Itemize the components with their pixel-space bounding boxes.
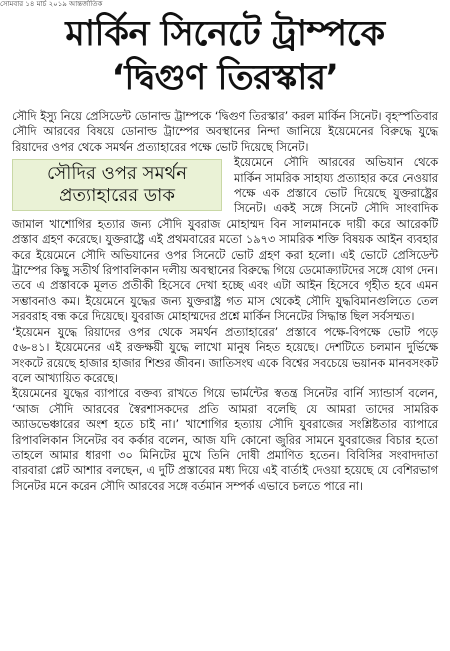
paragraph-4: ইয়েমেনের যুদ্ধের ব্যাপারে বক্তব্য রাখতে গিয়ে ভার্মন্টের স্বতন্ত্র সিনেটর বার্নি স্যান্ডার্স বলেন, ‘আজ সৌদি আরবের স্বৈরশাসকদের প্রতি আমরা বলেছি যে আমরা তাদের সামরিক অ্যাডভেঞ্চারের অংশ হতে চাই না।’ খাশোগির হত্যায় সৌদি যুবরাজের সংশ্লিষ্টতার ব্যাপারে রিপাবলিকান সিনেটর বব কর্কার বলেন, আজ যদি কোনো জুরির সামনে যুবরাজের বিচার হতো তাহলে আমার ধারণা ৩০ মিনিটের মুখে তিনি দোষী প্রমাণিত হতেন। বিবিসির সংবাদদাতা বারবারা প্লেট আশার বলছেন, এ দুটি প্রস্তাবের মধ্য দিয়ে এই বার্তাই দেওয়া হয়েছে যে বেশিরভাগ সিনেটর মনে করেন সৌদি আরবের সঙ্গে বর্তমান সম্পর্ক এভাবে চলতে পারে না। bbox=[12, 387, 438, 493]
pull-quote-line-2: প্রত্যাহারের ডাক bbox=[59, 185, 175, 207]
paragraph-2: ইয়েমেনে সৌদি আরবের অভিযান থেকে মার্কিন সামরিক সাহায্য প্রত্যাহার করে নেওয়ার পক্ষে এক প্রস্তাবে ভোট দিয়েছে যুক্তরাষ্ট্রের সিনেট। একই সঙ্গে সিনেট সৌদি সাংবাদিক জামাল খাশোগির হত্যার জন্য সৌদি যুবরাজ মোহাম্মদ বিন সালমানকে দায়ী করে আরেকটি প্রস্তাব গ্রহণ করেছে। যুক্তরাষ্ট্রে এই প্রথমবারের মতো ১৯৭৩ সামরিক শক্তি বিষয়ক আইন ব্যবহার করে ইয়েমেনে সৌদি অভিযানের ওপর সিনেটে ভোট গ্রহণ করা হলো। এই ভোটে প্রেসিডেন্ট ট্রাম্পের কিছু সতীর্থ রিপাবলিকান দলীয় অবস্থানের বিরুদ্ধে গিয়ে ডেমোক্র্যাটদের সঙ্গে যোগ দেন। তবে এ প্রস্তাবকে মূলত প্রতীকী হিসেবে দেখা হচ্ছে এবং এটা আইন হিসেবে গৃহীত হবে এমন সম্ভাবনাও কম। ইয়েমেনে যুদ্ধের জন্য যুক্তরাষ্ট্র গত মাস থেকেই সৌদি যুদ্ধবিমানগুলিতে তেল সরবরাহ বন্ধ করে দিয়েছে। যুবরাজ মোহাম্মদের প্রশ্নে মার্কিন সিনেটের সিদ্ধান্ত ছিল সর্বসম্মত। bbox=[12, 156, 438, 324]
pull-quote-line-1: সৌদির ওপর সমর্থন bbox=[47, 163, 187, 185]
paragraph-3: ‘ইয়েমেন যুদ্ধে রিয়াদের ওপর থেকে সমর্থন প্রত্যাহারের’ প্রস্তাবে পক্ষে-বিপক্ষে ভোট পড়ে ৫৬-৪১। ইয়েমেনের এই রক্তক্ষয়ী যুদ্ধে লাখো মানুষ নিহত হয়েছে। দেশটিতে চলমান দুর্ভিক্ষে সংকটে রয়েছে হাজার হাজার শিশুর জীবন। জাতিসংঘ একে বিশ্বের সবচেয়ে ভয়ানক মানবসংকট বলে আখ্যায়িত করেছে। bbox=[12, 325, 438, 385]
top-strip: সোমবার ১৪ মার্চ ২০১৯ আন্তর্জাতিক bbox=[0, 0, 103, 8]
headline-line-2: ‘দ্বিগুণ তিরস্কার’ bbox=[111, 58, 339, 98]
paragraph-1: সৌদি ইস্যু নিয়ে প্রেসিডেন্ট ডোনাল্ড ট্রাম্পকে ‘দ্বিগুণ তিরস্কার’ করল মার্কিন সিনেট। বৃহস্পতিবার সৌদি আরবের বিষয়ে ডোনাল্ড ট্রাম্পের অবস্থানের নিন্দা জানিয়ে ইয়েমেনের বিরুদ্ধে যুদ্ধে রিয়াদের ওপর থেকে সমর্থন প্রত্যাহারের পক্ষে ভোট দিয়েছে সিনেট। bbox=[12, 110, 438, 154]
article-body bbox=[12, 109, 438, 494]
pull-quote bbox=[12, 159, 222, 211]
headline bbox=[0, 12, 450, 100]
headline-line-1: মার্কিন সিনেটে ট্রাম্পকে bbox=[65, 14, 385, 54]
